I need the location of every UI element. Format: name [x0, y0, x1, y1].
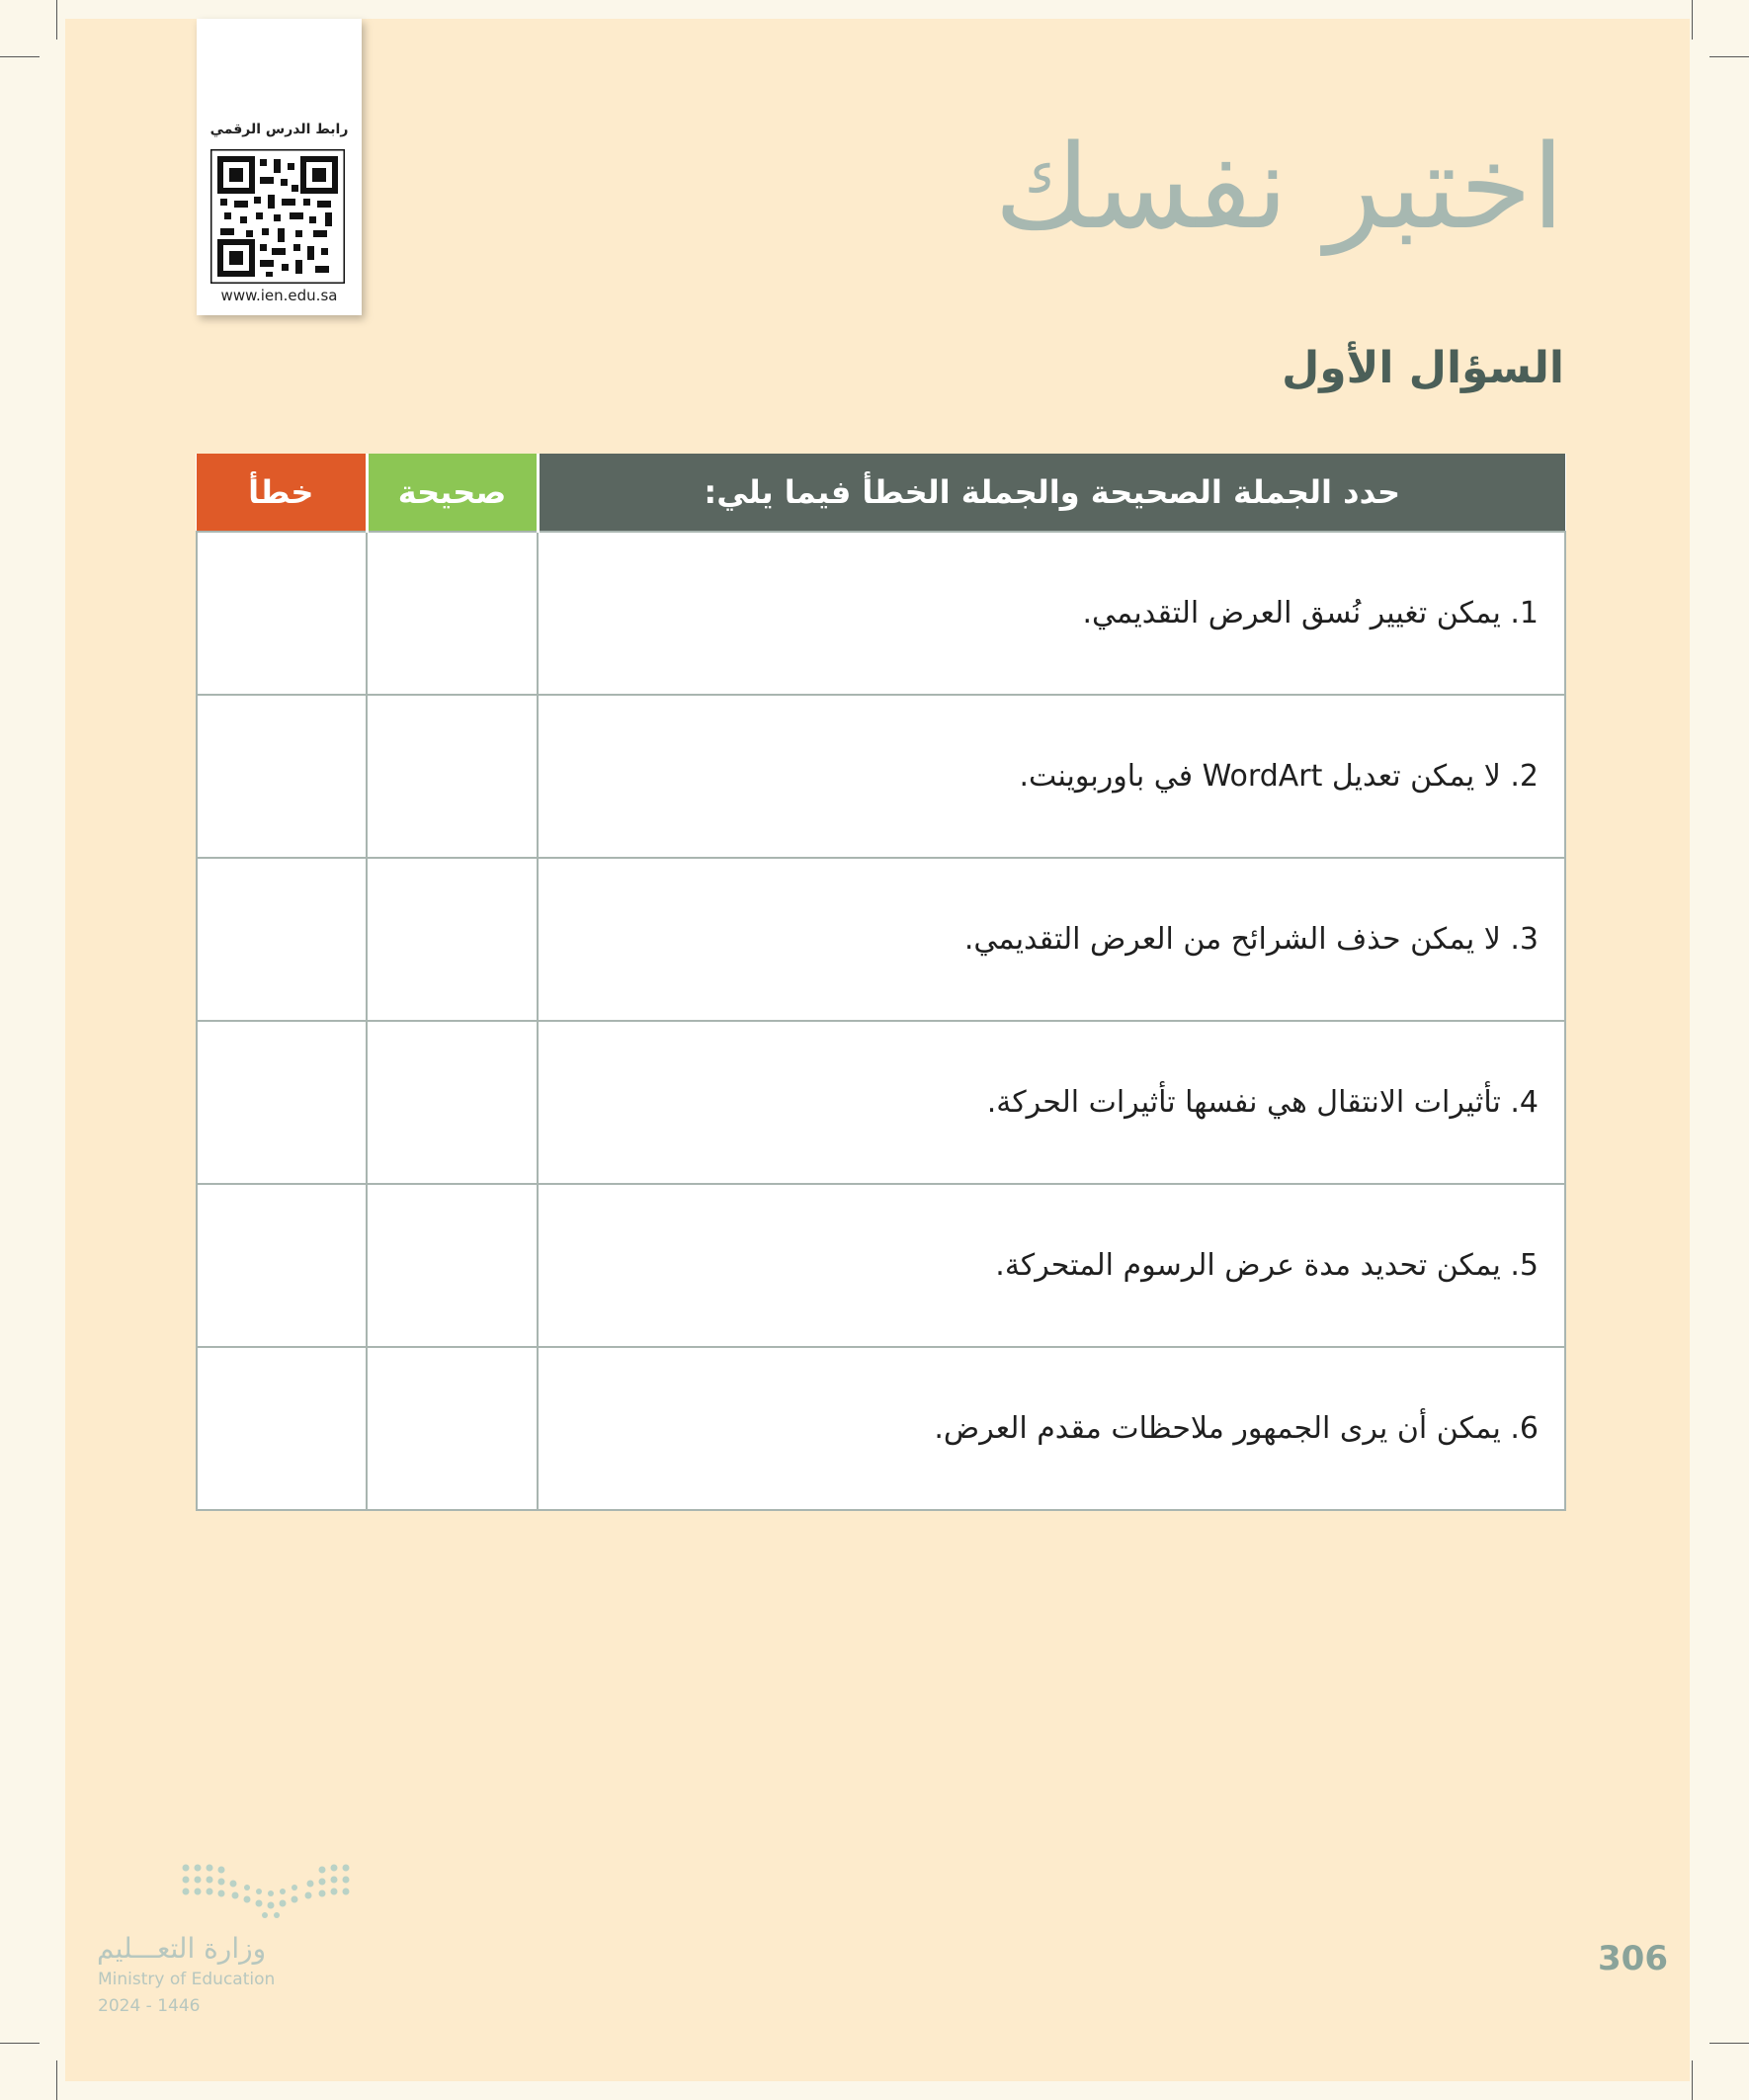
false-answer-cell[interactable]: [197, 1184, 367, 1347]
statement-cell: 5. يمكن تحديد مدة عرض الرسوم المتحركة.: [538, 1184, 1565, 1347]
digital-lesson-card[interactable]: [197, 19, 362, 315]
crop-mark: [56, 2060, 57, 2100]
true-answer-cell[interactable]: [367, 1021, 538, 1184]
statement-cell: 1. يمكن تغيير نُسق العرض التقديمي.: [538, 532, 1565, 695]
table-row: [197, 1021, 1565, 1184]
ministry-name-english: Ministry of Education: [98, 1970, 276, 1989]
false-answer-cell[interactable]: [197, 532, 367, 695]
crop-mark: [0, 2043, 40, 2044]
true-answer-cell[interactable]: [367, 532, 538, 695]
question-heading: السؤال الأول: [1282, 343, 1564, 393]
page-number: 306: [1598, 1939, 1668, 1978]
statement-cell: 2. لا يمكن تعديل WordArt في باوربوينت.: [538, 695, 1565, 858]
statement-cell: 6. يمكن أن يرى الجمهور ملاحظات مقدم العرض.: [538, 1347, 1565, 1510]
qr-code-icon[interactable]: [210, 149, 345, 284]
true-answer-cell[interactable]: [367, 1184, 538, 1347]
crop-mark: [0, 56, 40, 57]
ministry-name-arabic: وزارة التعـــليم: [97, 1932, 267, 1965]
false-answer-cell[interactable]: [197, 1347, 367, 1510]
crop-mark: [56, 0, 57, 40]
true-answer-cell[interactable]: [367, 1347, 538, 1510]
true-answer-cell[interactable]: [367, 858, 538, 1021]
crop-mark: [1692, 0, 1693, 40]
statement-cell: 3. لا يمكن حذف الشرائح من العرض التقديمي.: [538, 858, 1565, 1021]
false-answer-cell[interactable]: [197, 1021, 367, 1184]
table-row: [197, 695, 1565, 858]
page-title: اختبر نفسك: [994, 119, 1564, 255]
qr-caption: رابط الدرس الرقمي: [209, 122, 349, 137]
header-statement: حدد الجملة الصحيحة والجملة الخطأ فيما يلي:: [538, 454, 1565, 532]
table-row: [197, 858, 1565, 1021]
header-false: خطأ: [197, 454, 367, 532]
table-row: [197, 1347, 1565, 1510]
edition-year: 2024 - 1446: [98, 1996, 201, 2016]
qr-url[interactable]: www.ien.edu.sa: [220, 287, 338, 304]
table-row: [197, 1184, 1565, 1347]
table-row: [197, 532, 1565, 695]
crop-mark: [1692, 2060, 1693, 2100]
true-answer-cell[interactable]: [367, 695, 538, 858]
true-false-table: [196, 454, 1566, 1511]
header-true: صحيحة: [367, 454, 538, 532]
ministry-logo-icon: [178, 1860, 356, 1919]
table-header-row: [197, 454, 1565, 532]
false-answer-cell[interactable]: [197, 858, 367, 1021]
crop-mark: [1709, 56, 1749, 57]
statement-cell: 4. تأثيرات الانتقال هي نفسها تأثيرات الحركة.: [538, 1021, 1565, 1184]
false-answer-cell[interactable]: [197, 695, 367, 858]
crop-mark: [1709, 2043, 1749, 2044]
